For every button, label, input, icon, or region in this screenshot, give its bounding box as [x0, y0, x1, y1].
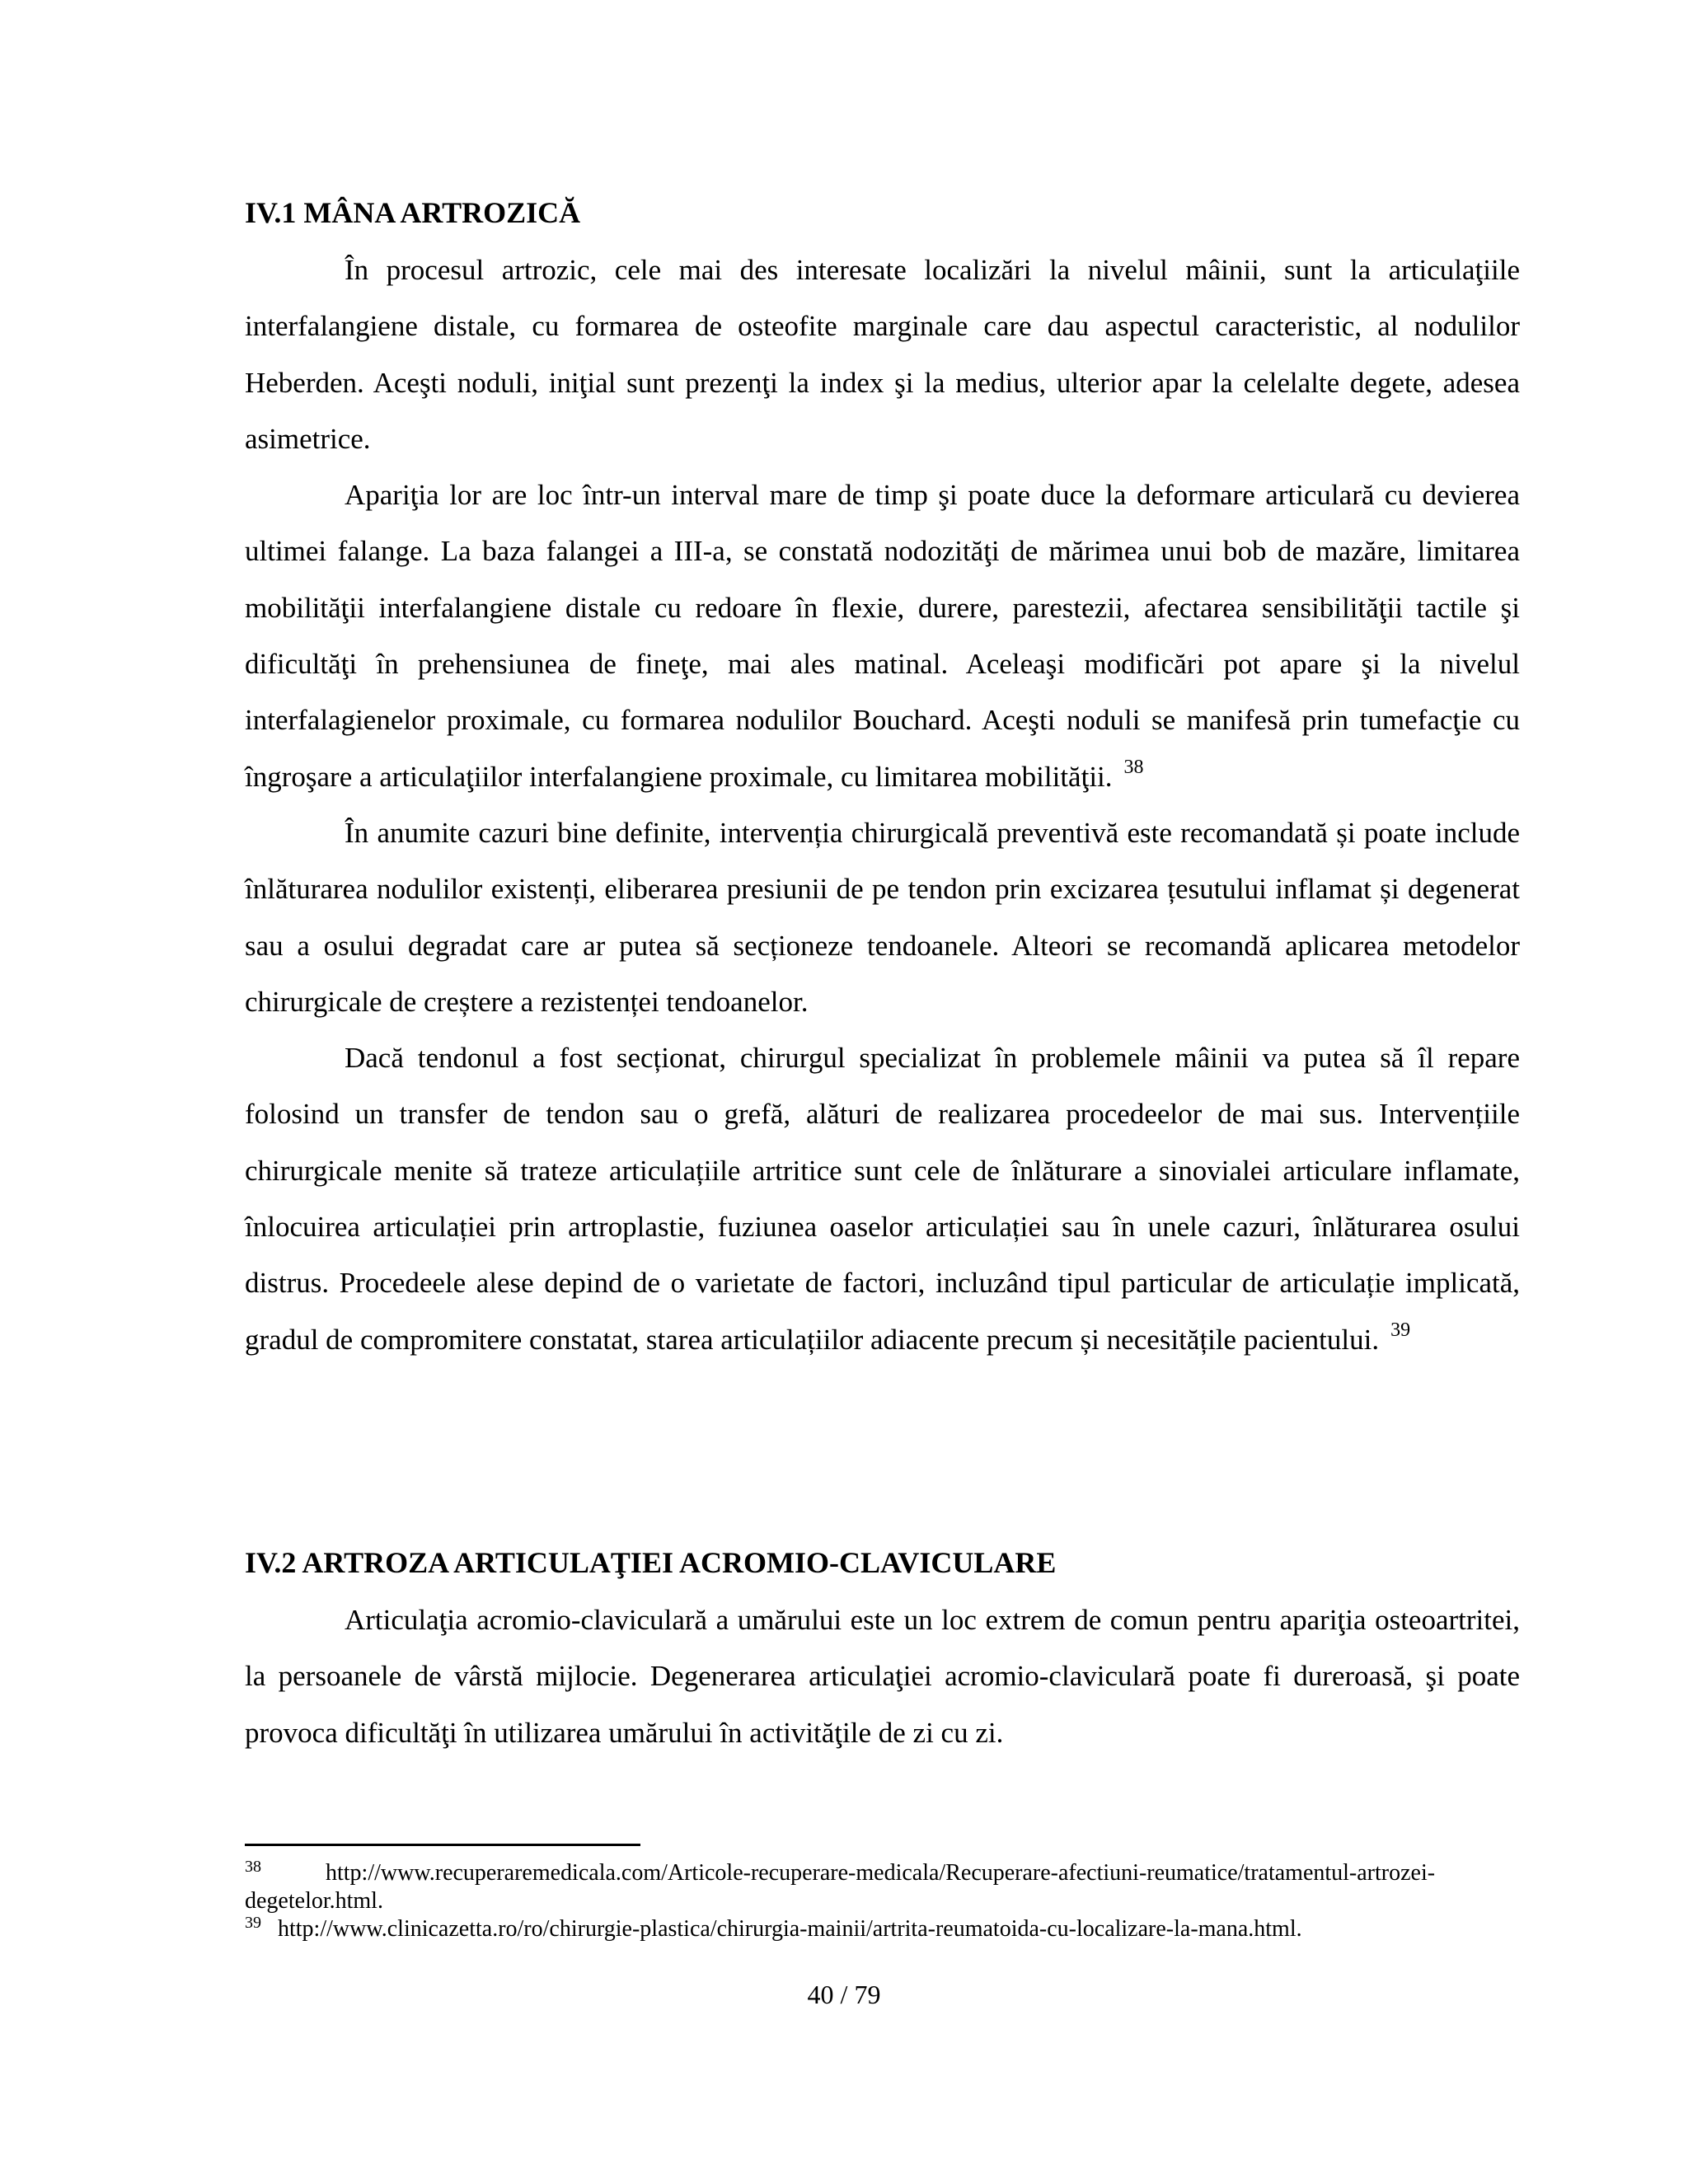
footnote-link[interactable]: http://www.clinicazetta.ro/ro/chirurgie-plastica/chirurgia-mainii/artrita-reumatoida-cu-localizare-la-mana.html.: [278, 1916, 1302, 1942]
paragraph: [245, 1030, 1520, 1368]
footnotes: [245, 1859, 1520, 1943]
footnote: $^{39}$ http://www.clinicazetta.ro/ro/chirurgie-plastica/chirurgia-mainii/artrita-reumatoida-cu-localizare-la-mana.html.: [245, 1914, 1302, 1942]
paragraph-text: În anumite cazuri bine definite, intervenția chirurgicală preventivă este recomandată și poate include înlăturarea nodulilor existenți, eliberarea presiunii de pe tendon prin excizarea țesutului inflamat și degenerat sau a osului degradat care ar putea să secționeze tendoanele. Alteori se recomandă aplicarea metodelor chirurgicale de creștere a rezistenței tendoanelor.: [245, 816, 1520, 1018]
section-body-artroza-acromio-claviculara: [245, 1592, 1520, 1761]
paragraph: [245, 467, 1520, 805]
paragraph-text: Dacă tendonul a fost secționat, chirurgul specializat în problemele mâinii va putea să îl repare folosind un transfer de tendon sau o grefă, alături de realizarea procedeelor de mai sus. Intervențiile chirurgicale menite să trateze articulațiile artritice sunt cele de înlăturare a sinovialei articulare inflamate, înlocuirea articulației prin artroplastie, fuziunea oaselor articulației sau în unele cazuri, înlăturarea osului distrus. Procedeele alese depind de o varietate de factori, incluzând tipul particular de articulație implicată, gradul de compromitere constatat, starea articulațiilor adiacente precum și necesitățile pacientului.: [245, 1042, 1520, 1356]
section-heading-mana-artrozica: IV.1 MÂNA ARTROZICĂ: [245, 196, 581, 229]
paragraph-text: În procesul artrozic, cele mai des interesate localizări la nivelul mâinii, sunt la articulaţiile interfalangiene distale, cu formarea de osteofite marginale care dau aspectul caracteristic, al nodulilor Heberden. Aceşti noduli, iniţial sunt prezenţi la index şi la medius, ulterior apar la celelalte degete, adesea asimetrice.: [245, 254, 1520, 455]
section-body-mana-artrozica: [245, 242, 1520, 1368]
footnote-reference: 38: [1123, 756, 1144, 778]
footnote-separator: [245, 1844, 640, 1846]
paragraph-text: Articulaţia acromio-claviculară a umărului este un loc extrem de comun pentru apariţia osteoartritei, la persoanele de vârstă mijlocie. Degenerarea articulaţiei acromio-claviculară poate fi dureroasă, şi poate provoca dificultăţi în utilizarea umărului în activităţile de zi cu zi.: [245, 1604, 1520, 1749]
paragraph: [245, 1592, 1520, 1761]
paragraph-text: Apariţia lor are loc într-un interval mare de timp şi poate duce la deformare articulară cu devierea ultimei falange. La baza falangei a III-a, se constată nodozităţi de mărimea unui bob de mazăre, limitarea mobilităţii interfalangiene distale cu redoare în flexie, durere, parestezii, afectarea sensibilităţii tactile şi dificultăţi în prehensiunea de fineţe, mai ales matinal. Aceleaşi modificări pot apare şi la nivelul interfalagienelor proximale, cu formarea nodulilor Bouchard. Aceşti noduli se manifesă prin tumefacţie cu îngroşare a articulaţiilor interfalangiene proximale, cu limitarea mobilităţii.: [245, 479, 1520, 793]
paragraph: [245, 242, 1520, 467]
paragraph: [245, 805, 1520, 1030]
footnote-link[interactable]: http://www.recuperaremedicala.com/Articole-recuperare-medicala/Recuperare-afectiuni-reumatice/tratamentul-artrozei-degetelor.html.: [245, 1860, 1436, 1914]
footnote-reference: 39: [1390, 1319, 1411, 1341]
page-number: 40 / 79: [807, 1980, 881, 2009]
section-heading-artroza-acromio-claviculara: IV.2 ARTROZA ARTICULAŢIEI ACROMIO-CLAVICULARE: [245, 1546, 1057, 1579]
footnote: $^{38}$ http://www.recuperaremedicala.com/Articole-recuperare-medicala/Recuperare-afectiuni-reumatice/tratamentul-artrozei-degetelor.html.: [245, 1858, 1436, 1914]
